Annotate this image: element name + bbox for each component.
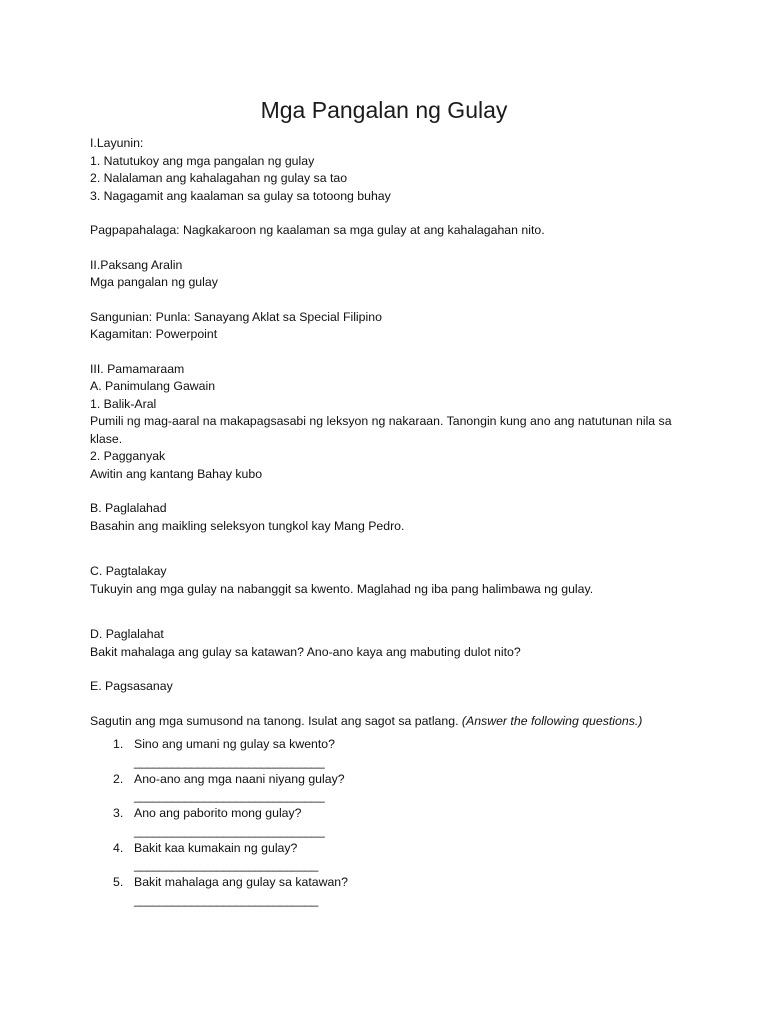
answer-blank[interactable]: ______________________________	[134, 823, 325, 838]
question-number: 1.	[113, 737, 124, 751]
pagganyak-heading: 2. Pagganyak	[90, 449, 166, 463]
question-text: Bakit mahalaga ang gulay sa katawan?	[134, 875, 348, 889]
panimulang-gawain-heading: A. Panimulang Gawain	[90, 379, 216, 393]
pagsasanay-instruction	[90, 713, 690, 731]
instruction-main: Sagutin ang mga sumusond na tanong. Isulat ang sagot sa patlang.	[90, 713, 459, 728]
pagtalakay-text: Tukuyin ang mga gulay na nabanggit sa kwento. Maglahad ng iba pang halimbawa ng gulay.	[90, 581, 594, 596]
pagtalakay-heading: C. Pagtalakay	[90, 564, 167, 578]
document-body	[90, 135, 690, 921]
question-item	[90, 874, 690, 909]
question-text: Sino ang umani ng gulay sa kwento?	[134, 737, 335, 751]
paglalahad-heading: B. Paglalahad	[90, 501, 167, 515]
question-list	[90, 736, 690, 909]
question-number: 4.	[113, 840, 124, 855]
layunin-item-3: 3. Nagagamit ang kaalaman sa gulay sa totoong buhay	[90, 188, 391, 203]
paglalahat-heading: D. Paglalahat	[90, 627, 164, 641]
question-number: 2.	[113, 771, 124, 786]
question-item	[90, 736, 690, 771]
question-number: 3.	[113, 806, 124, 820]
pagpapahalaga-text: Pagpapahalaga: Nagkakaroon ng kaalaman sa mga gulay at ang kahalagahan nito.	[90, 223, 545, 237]
question-number: 5.	[113, 875, 124, 889]
pagganyak-text: Awitin ang kantang Bahay kubo	[90, 466, 263, 481]
question-item	[90, 771, 690, 806]
question-text: Ano ang paborito mong gulay?	[134, 806, 302, 820]
layunin-heading: I.Layunin:	[90, 136, 144, 150]
question-text: Ano-ano ang mga naani niyang gulay?	[134, 771, 345, 786]
document-title: Mga Pangalan ng Gulay	[260, 97, 508, 123]
question-text: Bakit kaa kumakain ng gulay?	[134, 840, 298, 855]
pamamaraan-heading: III. Pamamaraam	[90, 361, 185, 376]
paglalahad-text: Basahin ang maikling seleksyon tungkol kay Mang Pedro.	[90, 518, 405, 533]
layunin-item-1: 1. Natutukoy ang mga pangalan ng gulay	[90, 153, 315, 168]
balik-aral-text: Pumili ng mag-aaral na makapagsasabi ng leksyon ng nakaraan. Tanongin kung ano ang natutunan nila sa klase.	[90, 414, 672, 446]
answer-blank[interactable]: ______________________________	[134, 754, 325, 769]
answer-blank[interactable]: _____________________________	[134, 858, 318, 872]
pagsasanay-heading: E. Pagsasanay	[90, 679, 173, 693]
answer-blank[interactable]: ______________________________	[134, 789, 325, 803]
answer-blank[interactable]: _____________________________	[134, 892, 318, 907]
kagamitan-text: Kagamitan: Powerpoint	[90, 327, 218, 341]
paksa-text: Mga pangalan ng gulay	[90, 275, 218, 289]
question-item	[90, 840, 690, 875]
instruction-english: (Answer the following questions.)	[461, 713, 643, 728]
paglalahat-text: Bakit mahalaga ang gulay sa katawan? Ano-ano kaya ang mabuting dulot nito?	[90, 644, 521, 659]
layunin-item-2: 2. Nalalaman ang kahalagahan ng gulay sa tao	[90, 171, 348, 185]
question-item	[90, 805, 690, 840]
paksa-heading: II.Paksang Aralin	[90, 257, 183, 272]
balik-aral-heading: 1. Balik-Aral	[90, 396, 157, 411]
sangunian-text: Sangunian: Punla: Sanayang Aklat sa Special Filipino	[90, 309, 382, 324]
